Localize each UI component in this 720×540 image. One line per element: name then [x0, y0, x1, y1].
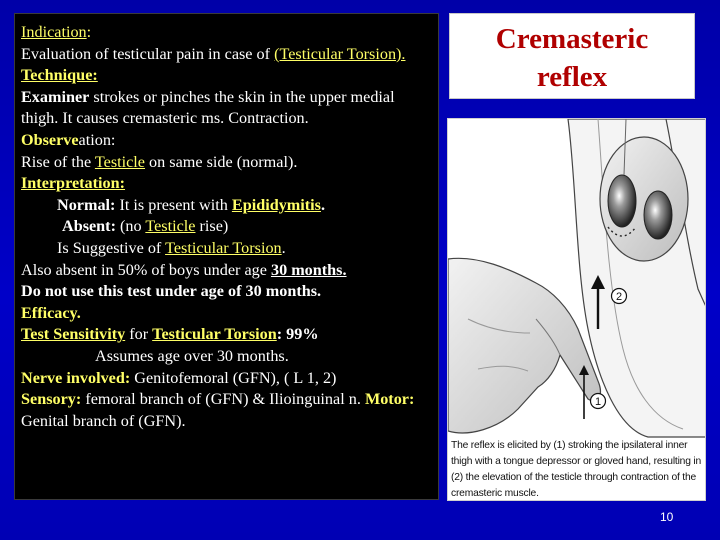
label-1: 1: [594, 396, 602, 408]
sensitivity-link[interactable]: Test Sensitivity: [21, 325, 126, 344]
technique-text: strokes or pinches the skin in the upper medial thigh. It causes cremasteric ms. Contraction.: [21, 87, 395, 128]
technique-bold: Examiner: [21, 87, 90, 106]
motor-label: Motor:: [364, 390, 415, 409]
gloved-hand: [448, 258, 600, 433]
normal-end: .: [320, 195, 326, 214]
do-not-use-line: Do not use this test under age of 30 months.: [21, 282, 322, 301]
interpretation-label: Interpretation:: [21, 174, 126, 193]
efficacy-line: Efficacy.: [21, 303, 81, 322]
suggestive-link[interactable]: Testicular Torsion: [165, 238, 282, 257]
suggestive-text: Is Suggestive of: [57, 238, 166, 257]
technique-line: [21, 65, 432, 130]
indication-colon: :: [86, 23, 92, 41]
nerve-text: Genitofemoral (GFN), ( L 1, 2): [130, 368, 337, 387]
also-absent-line: [21, 260, 432, 282]
sensory-label: Sensory:: [21, 390, 82, 409]
motor-text: Genital branch of (GFN).: [21, 411, 186, 430]
rise-prefix: Rise of the: [21, 152, 95, 171]
rise-suffix: on same side (normal).: [145, 152, 298, 171]
normal-line: [21, 195, 432, 217]
observe-suffix: ation:: [78, 130, 116, 149]
absent-label: Absent:: [62, 217, 116, 236]
nerve-line: [21, 368, 432, 390]
page-number: 10: [660, 510, 674, 524]
normal-text: It is present with: [115, 195, 232, 214]
also-absent-text: Also absent in 50% of boys under age: [21, 260, 271, 279]
nerve-label: Nerve involved:: [21, 368, 131, 387]
normal-label: Normal:: [57, 195, 116, 214]
indication-label: Indication: [21, 23, 87, 41]
suggestive-end: .: [281, 238, 286, 257]
absent-end: rise): [195, 217, 229, 236]
sensory-motor-line: [21, 389, 432, 432]
observe-line: [21, 130, 432, 173]
normal-link[interactable]: Epididymitis: [231, 195, 321, 214]
sensitivity-line: [21, 324, 432, 346]
sensitivity-link-2[interactable]: Testicular Torsion: [152, 325, 277, 344]
reflex-illustration: [447, 118, 706, 501]
sensory-text: femoral branch of (GFN) & Ilioinguinal n.: [81, 390, 365, 409]
observe-label: Observe: [21, 130, 79, 149]
figure-caption: The reflex is elicited by (1) stroking the ipsilateral inner thigh with a tongue depressor or gloved hand, resulting in (2) the elevation of the testicle through contraction of the cremasteric muscle.: [451, 440, 701, 499]
also-absent-bold: 30 months.: [270, 260, 347, 279]
indication-line: [21, 22, 432, 65]
text-panel: [14, 13, 439, 500]
testicle-left: [608, 175, 636, 227]
rise-link[interactable]: Testicle: [94, 152, 145, 171]
technique-label: Technique:: [21, 66, 98, 85]
slide-title: [449, 13, 695, 99]
assumes-line: Assumes age over 30 months.: [95, 346, 289, 365]
indication-text: Evaluation of testicular pain in case of: [21, 44, 275, 63]
suggestive-line: [21, 238, 432, 260]
absent-link[interactable]: Testicle: [145, 217, 196, 236]
absent-text: (no: [115, 217, 146, 236]
label-2: 2: [615, 291, 623, 303]
sensitivity-for: for: [125, 325, 153, 344]
testicle-right: [644, 191, 672, 239]
indication-link[interactable]: (Testicular Torsion).: [274, 44, 406, 63]
sensitivity-value: : 99%: [276, 325, 319, 344]
absent-line: [21, 216, 432, 238]
slide-title-text: Cremasteric reflex: [495, 23, 649, 93]
